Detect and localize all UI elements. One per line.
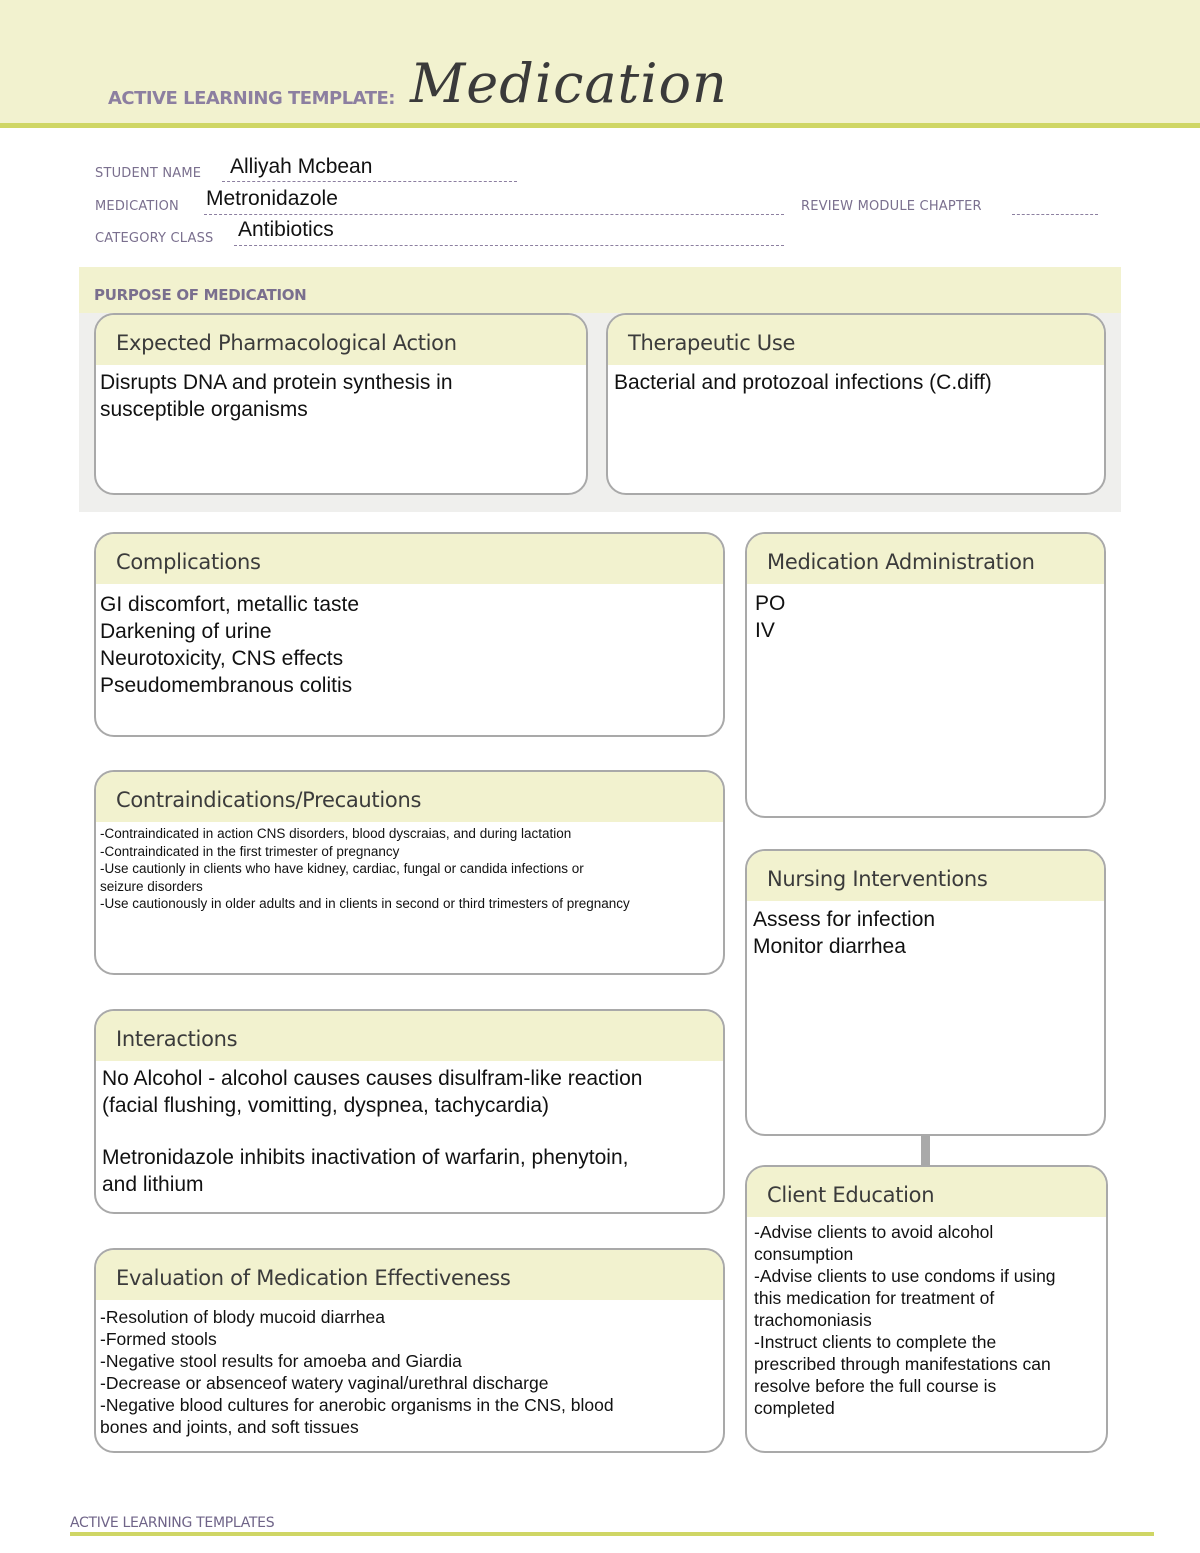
evaluation-body[interactable]	[96, 1300, 723, 1438]
evaluation-card	[94, 1248, 725, 1453]
contraindications-body[interactable]	[96, 822, 723, 913]
complications-line: Darkening of urine	[100, 620, 272, 643]
nursing-interventions-line: Assess for infection	[753, 908, 936, 931]
complications-line: GI discomfort, metallic taste	[100, 593, 360, 616]
student-name-label: STUDENT NAME	[95, 166, 202, 181]
student-name-field[interactable]: Alliyah Mcbean	[230, 155, 373, 178]
therapeutic-use-line: Bacterial and protozoal infections (C.diff)	[614, 371, 992, 394]
expected-action-body[interactable]	[96, 365, 586, 423]
review-module-chapter-label: REVIEW MODULE CHAPTER	[801, 199, 982, 214]
nursing-interventions-title: Nursing Interventions	[747, 851, 1104, 901]
therapeutic-use-body[interactable]	[608, 365, 1104, 396]
expected-action-line: susceptible organisms	[100, 398, 308, 421]
interactions-body[interactable]	[96, 1061, 723, 1198]
medication-administration-body[interactable]	[747, 584, 1104, 644]
paragraph-gap	[102, 1119, 719, 1144]
interactions-title: Interactions	[96, 1011, 723, 1061]
review-module-chapter-line	[1012, 214, 1098, 215]
footer-label: ACTIVE LEARNING TEMPLATES	[70, 1515, 275, 1531]
client-education-line: -Advise clients to use condoms if using	[754, 1266, 1056, 1286]
medication-label: MEDICATION	[95, 199, 179, 214]
evaluation-line: -Negative blood cultures for anerobic organisms in the CNS, blood	[100, 1395, 614, 1415]
contraindications-line: -Contraindicated in action CNS disorders, blood dyscraias, and during lactation	[100, 826, 572, 841]
contraindications-line: -Contraindicated in the first trimester of pregnancy	[100, 843, 400, 859]
client-education-line: resolve before the full course is	[754, 1376, 997, 1396]
client-education-line: consumption	[754, 1244, 854, 1264]
nursing-interventions-card	[745, 849, 1106, 1136]
evaluation-line: bones and joints, and soft tissues	[100, 1417, 359, 1437]
client-education-line: completed	[754, 1398, 835, 1418]
header-rule	[0, 123, 1200, 128]
client-education-line: trachomoniasis	[754, 1310, 872, 1330]
contraindications-title: Contraindications/Precautions	[96, 772, 723, 822]
evaluation-line: -Decrease or absenceof watery vaginal/urethral discharge	[100, 1373, 549, 1393]
contraindications-card	[94, 770, 725, 975]
category-class-label: CATEGORY CLASS	[95, 231, 214, 246]
interactions-line: Metronidazole inhibits inactivation of warfarin, phenytoin,	[102, 1146, 629, 1169]
medication-administration-line: IV	[755, 619, 775, 642]
complications-line: Neurotoxicity, CNS effects	[100, 647, 344, 670]
medication-administration-line: PO	[755, 592, 786, 615]
category-class-line	[234, 245, 784, 246]
student-name-line	[222, 181, 517, 182]
purpose-heading: PURPOSE OF MEDICATION	[94, 286, 307, 304]
client-education-title: Client Education	[747, 1167, 1106, 1217]
therapeutic-use-title: Therapeutic Use	[608, 315, 1104, 365]
expected-action-card	[94, 313, 588, 495]
complications-body[interactable]	[96, 584, 723, 699]
interactions-line: and lithium	[102, 1173, 204, 1196]
therapeutic-use-card	[606, 313, 1106, 495]
expected-action-title: Expected Pharmacological Action	[96, 315, 586, 365]
template-label: ACTIVE LEARNING TEMPLATE:	[108, 88, 395, 109]
contraindications-line: -Use cautionously in older adults and in clients in second or third trimesters of pregnancy	[100, 896, 630, 911]
contraindications-line: -Use cautionly in clients who have kidney, cardiac, fungal or candida infections or	[100, 861, 584, 876]
medication-line	[204, 214, 784, 215]
medication-field[interactable]: Metronidazole	[206, 187, 338, 210]
client-education-card	[745, 1165, 1108, 1453]
nursing-interventions-line: Monitor diarrhea	[753, 935, 906, 958]
client-education-line: -Instruct clients to complete the	[754, 1332, 997, 1352]
interactions-card	[94, 1009, 725, 1214]
client-education-body[interactable]	[747, 1217, 1106, 1419]
expected-action-line: Disrupts DNA and protein synthesis in	[100, 371, 453, 394]
evaluation-line: -Negative stool results for amoeba and Giardia	[100, 1351, 462, 1371]
interactions-line: No Alcohol - alcohol causes causes disulfram-like reaction	[102, 1067, 643, 1090]
evaluation-line: -Resolution of blody mucoid diarrhea	[100, 1307, 386, 1327]
category-class-field[interactable]: Antibiotics	[238, 218, 334, 241]
connector-line	[921, 1134, 930, 1166]
medication-administration-card	[745, 532, 1106, 818]
nursing-interventions-body[interactable]	[747, 901, 1104, 960]
client-education-line: -Advise clients to avoid alcohol	[754, 1222, 994, 1242]
complications-line: Pseudomembranous colitis	[100, 674, 353, 697]
contraindications-line: seizure disorders	[100, 878, 203, 894]
evaluation-title: Evaluation of Medication Effectiveness	[96, 1250, 723, 1300]
page-title: Medication	[410, 52, 728, 115]
interactions-line: (facial flushing, vomitting, dyspnea, tachycardia)	[102, 1094, 550, 1117]
medication-administration-title: Medication Administration	[747, 534, 1104, 584]
client-education-line: prescribed through manifestations can	[754, 1354, 1051, 1374]
complications-title: Complications	[96, 534, 723, 584]
client-education-line: this medication for treatment of	[754, 1288, 995, 1308]
footer-rule	[70, 1532, 1154, 1536]
complications-card	[94, 532, 725, 737]
evaluation-line: -Formed stools	[100, 1329, 217, 1349]
